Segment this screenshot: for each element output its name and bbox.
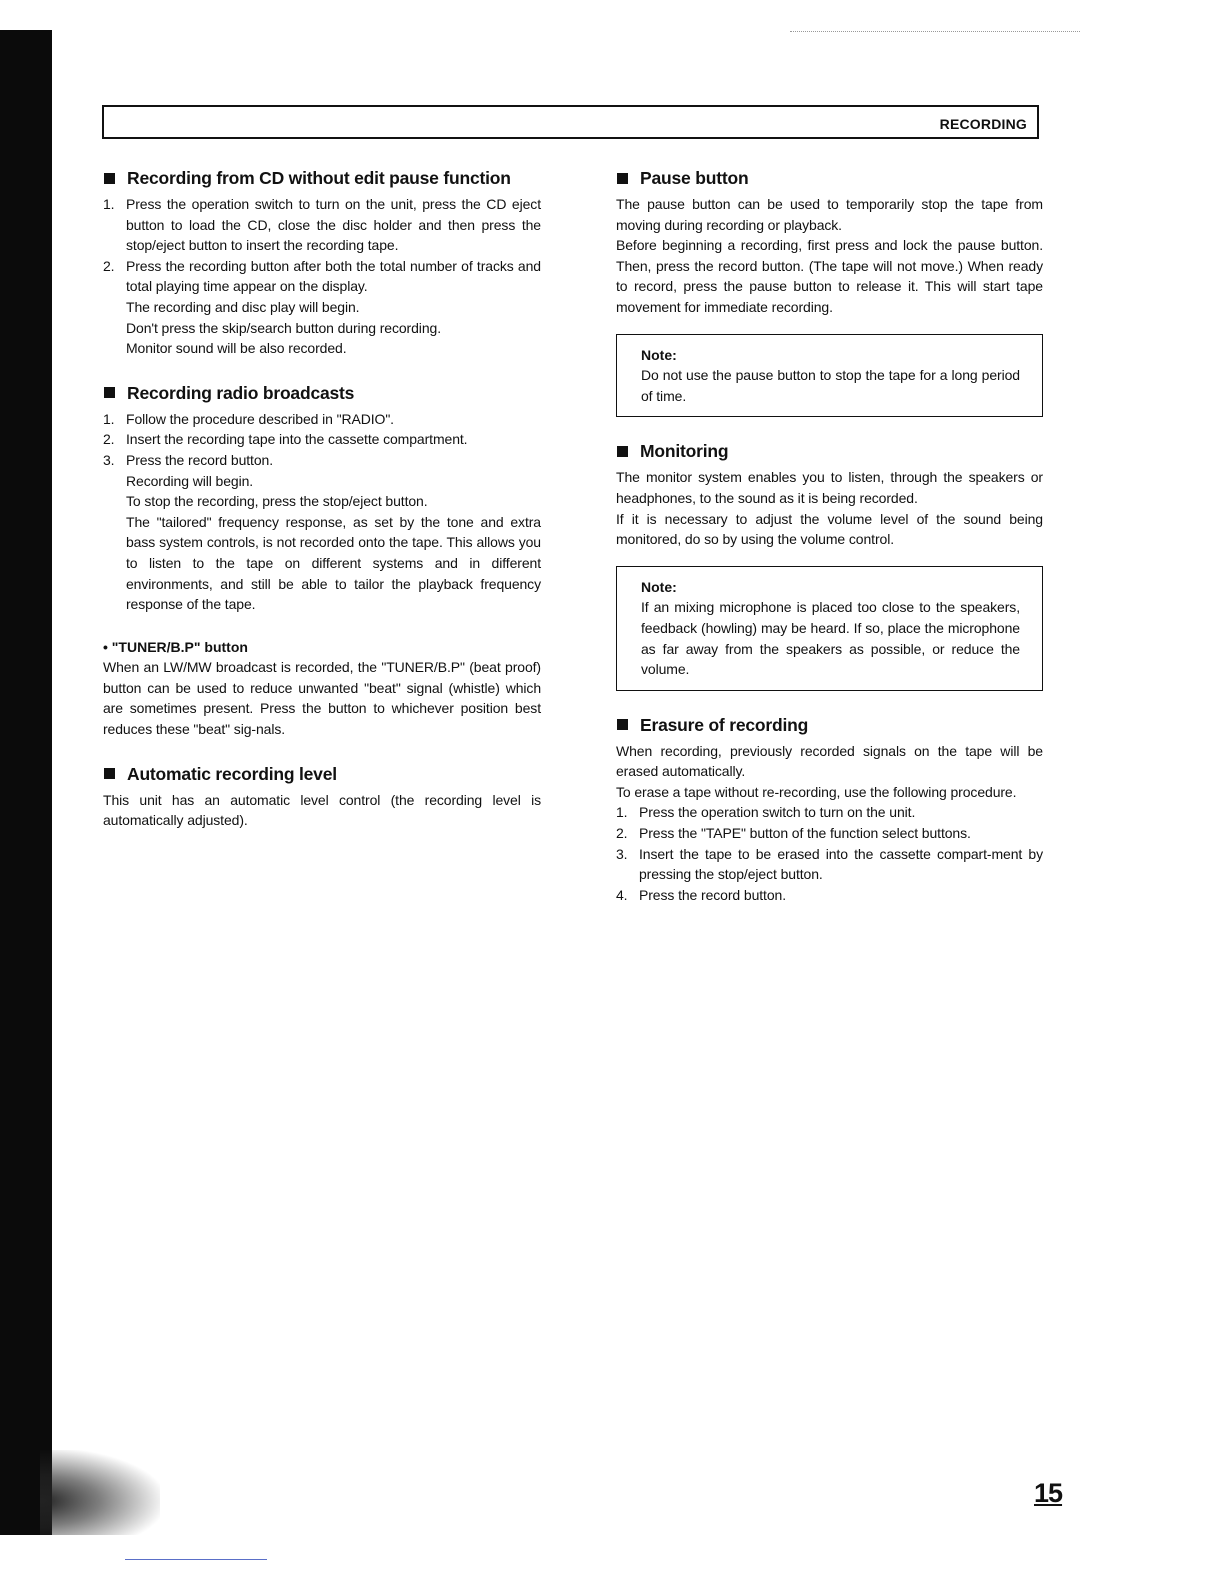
section-tuner-bp xyxy=(103,637,541,740)
paragraph: The pause button can be used to temporarily stop the tape from moving during recording or playback. xyxy=(616,196,1043,233)
steps-list xyxy=(616,802,1043,905)
section-heading: Erasure of recording xyxy=(616,713,1043,737)
page-number: 15 xyxy=(1034,1478,1063,1508)
page-header-title: RECORDING xyxy=(939,116,1027,132)
list-item: 1. Follow the procedure described in "RADIO". xyxy=(103,410,394,427)
paragraph: This unit has an automatic level control (the recording level is automatically adjusted). xyxy=(103,791,541,829)
section-heading: Pause button xyxy=(616,166,1043,190)
scan-edge-shadow xyxy=(40,1450,160,1535)
list-item: 2. Press the recording button after both the total number of tracks and total playing time appear on the display. The recording and disc play will begin. Don't press the skip/search button during recording. Monitor sound will be also recorded. xyxy=(103,257,541,357)
note-box xyxy=(616,334,1043,418)
section-heading: Automatic recording level xyxy=(103,762,541,786)
paragraph: When an LW/MW broadcast is recorded, the "TUNER/B.P" (beat proof) button can be used to reduce unwanted "beat" signal (whistle) which are sometimes present. Press the button to whichever position best reduces these "beat" sig-nals. xyxy=(103,659,541,738)
sub-heading: • "TUNER/B.P" button xyxy=(103,638,248,655)
list-item: 3. Insert the tape to be erased into the cassette compart-ment by pressing the stop/eject button. xyxy=(616,845,1043,883)
section-recording-radio xyxy=(103,381,541,615)
list-item: 1. Press the operation switch to turn on the unit. xyxy=(616,804,916,821)
paragraph: If it is necessary to adjust the volume level of the sound being monitored, do so by using the volume control. xyxy=(616,510,1043,548)
bottom-rule xyxy=(125,1559,267,1560)
note-box xyxy=(616,566,1043,691)
square-bullet-icon xyxy=(104,173,115,184)
paragraph: When recording, previously recorded signals on the tape will be erased automatically. xyxy=(616,742,1043,780)
section-recording-from-cd xyxy=(103,166,541,359)
section-heading: Monitoring xyxy=(616,439,1043,463)
section-erasure xyxy=(616,713,1043,906)
square-bullet-icon xyxy=(104,387,115,398)
note-text: If an mixing microphone is placed too close to the speakers, feedback (howling) may be heard. If so, place the microphone as far away from the speakers as possible, or reduce the volume. xyxy=(641,599,1020,678)
section-heading: Recording from CD without edit pause function xyxy=(103,166,541,190)
section-pause-button xyxy=(616,166,1043,318)
list-item: 4. Press the record button. xyxy=(616,886,787,903)
note-title: Note: xyxy=(641,346,677,363)
square-bullet-icon xyxy=(617,719,628,730)
list-item: 1. Press the operation switch to turn on the unit, press the CD eject button to load the CD, close the disc holder and then press the stop/eject button to insert the recording tape. xyxy=(103,196,541,254)
steps-list xyxy=(103,194,541,359)
right-column xyxy=(616,166,1043,905)
left-column xyxy=(103,166,541,853)
list-item: 2. Press the "TAPE" button of the function select buttons. xyxy=(616,825,971,842)
square-bullet-icon xyxy=(617,446,628,457)
section-heading: Recording radio broadcasts xyxy=(103,381,541,405)
square-bullet-icon xyxy=(617,173,628,184)
list-item: 3. Press the record button. Recording will begin. To stop the recording, press the stop/eject button. The "tailored" frequency response, as set by the tone and extra bass system controls, is not recorded onto the tape. This allows you to listen to the tape on different systems and in different environments, and still be able to tailor the playback frequency response of the tape. xyxy=(103,451,541,613)
section-monitoring xyxy=(616,439,1043,549)
list-item: 2. Insert the recording tape into the cassette compartment. xyxy=(103,431,468,448)
scan-artifact-dots xyxy=(790,31,1080,32)
paragraph: Before beginning a recording, first press and lock the pause button. Then, press the record button. (The tape will not move.) When ready to record, press the pause button to release it. This will start tape movement for immediate recording. xyxy=(616,237,1043,315)
steps-list xyxy=(103,409,541,615)
scan-edge-bar xyxy=(0,30,52,1535)
square-bullet-icon xyxy=(104,768,115,779)
paragraph: To erase a tape without re-recording, use the following procedure. xyxy=(616,783,1017,800)
page-header xyxy=(102,105,1039,139)
paragraph: The monitor system enables you to listen, through the speakers or headphones, to the sound as it is being recorded. xyxy=(616,469,1043,506)
section-automatic-level xyxy=(103,762,541,831)
note-title: Note: xyxy=(641,578,677,595)
note-text: Do not use the pause button to stop the tape for a long period of time. xyxy=(641,367,1020,404)
